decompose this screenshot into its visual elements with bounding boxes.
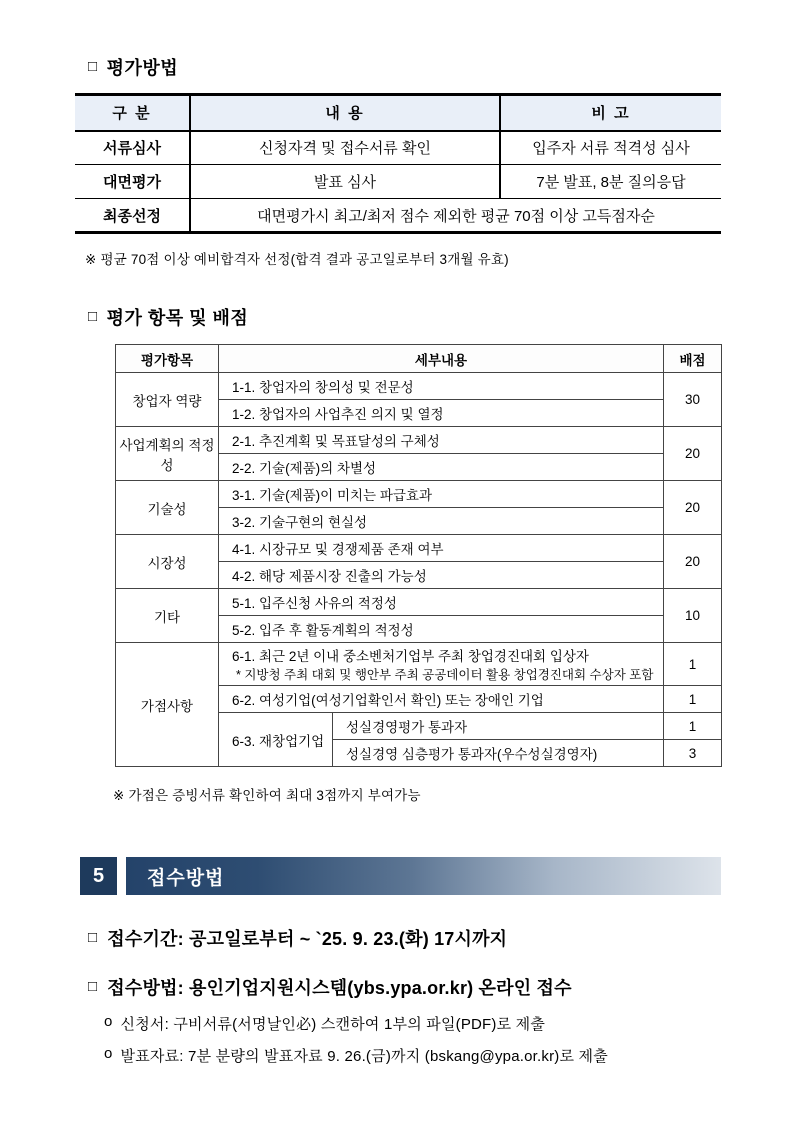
bonus-line-2: * 지방청 주최 대회 및 행안부 주최 공공데이터 활용 창업경진대회 수상자 포함 bbox=[236, 668, 654, 682]
presentation-material-line bbox=[104, 1045, 793, 1066]
section-heading-eval-method bbox=[88, 0, 793, 80]
circle-bullet-icon: o bbox=[104, 1013, 113, 1030]
header-cell-score: 배점 bbox=[664, 345, 722, 373]
category-cell: 기술성 bbox=[116, 481, 219, 535]
table-row bbox=[116, 535, 722, 562]
table-row bbox=[75, 199, 721, 233]
score-cell: 20 bbox=[664, 481, 722, 535]
merged-content-cell: 대면평가시 최고/최저 점수 제외한 평균 70점 이상 고득점자순 bbox=[190, 199, 721, 233]
reception-method-line bbox=[88, 974, 793, 1000]
category-cell: 서류심사 bbox=[75, 131, 190, 165]
score-cell: 1 bbox=[664, 713, 722, 740]
note-cell: 7분 발표, 8분 질의응답 bbox=[500, 165, 721, 199]
category-cell: 가점사항 bbox=[116, 643, 219, 767]
table-row bbox=[75, 131, 721, 165]
table-row bbox=[116, 589, 722, 616]
score-cell: 1 bbox=[664, 686, 722, 713]
header-cell-content: 내 용 bbox=[190, 95, 500, 131]
content-cell: 신청자격 및 접수서류 확인 bbox=[190, 131, 500, 165]
reception-period-text: 접수기간: 공고일로부터 ~ `25. 9. 23.(화) 17시까지 bbox=[107, 929, 508, 949]
detail-cell: 성실경영 심층평가 통과자(우수성실경영자) bbox=[333, 740, 664, 767]
category-cell: 최종선정 bbox=[75, 199, 190, 233]
category-cell: 사업계획의 적정성 bbox=[116, 427, 219, 481]
score-cell: 30 bbox=[664, 373, 722, 427]
score-cell: 3 bbox=[664, 740, 722, 767]
bonus-line-1: 6-1. 최근 2년 이내 중소벤처기업부 주최 창업경진대회 입상자 bbox=[232, 649, 589, 664]
content-cell: 발표 심사 bbox=[190, 165, 500, 199]
eval-method-footnote: ※ 평균 70점 이상 예비합격자 선정(합격 결과 공고일로부터 3개월 유효) bbox=[85, 252, 509, 267]
table-row bbox=[116, 643, 722, 686]
score-cell: 20 bbox=[664, 427, 722, 481]
detail-cell: 4-2. 해당 제품시장 진출의 가능성 bbox=[219, 562, 664, 589]
presentation-material-text: 발표자료: 7분 분량의 발표자료 9. 26.(금)까지 (bskang@ypa.or.kr)로 제출 bbox=[120, 1048, 608, 1065]
detail-cell: 4-1. 시장규모 및 경쟁제품 존재 여부 bbox=[219, 535, 664, 562]
section-banner-title: 접수방법 bbox=[126, 857, 721, 895]
square-bullet-icon: □ bbox=[88, 977, 98, 995]
section-title: 평가 항목 및 배점 bbox=[106, 308, 249, 328]
application-form-text: 신청서: 구비서류(서명날인必) 스캔하여 1부의 파일(PDF)로 제출 bbox=[120, 1016, 546, 1033]
detail-cell: 5-1. 입주신청 사유의 적정성 bbox=[219, 589, 664, 616]
detail-cell: 2-1. 추진계획 및 목표달성의 구체성 bbox=[219, 427, 664, 454]
banner-gap bbox=[117, 857, 126, 895]
square-bullet-icon: □ bbox=[88, 57, 98, 75]
category-cell: 대면평가 bbox=[75, 165, 190, 199]
table-row bbox=[116, 373, 722, 400]
score-cell: 1 bbox=[664, 643, 722, 686]
eval-method-table bbox=[75, 93, 721, 234]
header-cell-detail: 세부내용 bbox=[219, 345, 664, 373]
section-title: 평가방법 bbox=[106, 58, 179, 78]
detail-cell: 2-2. 기술(제품)의 차별성 bbox=[219, 454, 664, 481]
detail-cell: 성실경영평가 통과자 bbox=[333, 713, 664, 740]
criteria-footnote: ※ 가점은 증빙서류 확인하여 최대 3점까지 부여가능 bbox=[113, 788, 421, 803]
circle-bullet-icon: o bbox=[104, 1045, 113, 1062]
reception-period-line bbox=[88, 925, 793, 951]
score-cell: 10 bbox=[664, 589, 722, 643]
score-cell: 20 bbox=[664, 535, 722, 589]
table-row bbox=[116, 481, 722, 508]
application-form-line bbox=[104, 1013, 793, 1034]
section5-banner bbox=[80, 857, 721, 895]
header-cell-note: 비 고 bbox=[500, 95, 721, 131]
detail-cell: 1-2. 창업자의 사업추진 의지 및 열정 bbox=[219, 400, 664, 427]
header-cell-item: 평가항목 bbox=[116, 345, 219, 373]
table-row bbox=[116, 427, 722, 454]
table-header-row bbox=[116, 345, 722, 373]
category-cell: 시장성 bbox=[116, 535, 219, 589]
detail-cell: 5-2. 입주 후 활동계획의 적정성 bbox=[219, 616, 664, 643]
square-bullet-icon: □ bbox=[88, 307, 98, 325]
table-header-row bbox=[75, 95, 721, 131]
section-number-badge: 5 bbox=[80, 857, 117, 895]
note-cell: 입주자 서류 적격성 심사 bbox=[500, 131, 721, 165]
detail-cell: 3-1. 기술(제품)이 미치는 파급효과 bbox=[219, 481, 664, 508]
table-row bbox=[75, 165, 721, 199]
criteria-table bbox=[115, 344, 722, 767]
square-bullet-icon: □ bbox=[88, 928, 98, 946]
detail-cell: 6-2. 여성기업(여성기업확인서 확인) 또는 장애인 기업 bbox=[219, 686, 664, 713]
detail-cell: 1-1. 창업자의 창의성 및 전문성 bbox=[219, 373, 664, 400]
category-cell: 기타 bbox=[116, 589, 219, 643]
header-cell-category: 구 분 bbox=[75, 95, 190, 131]
bonus-sub-label-cell: 6-3. 재창업기업 bbox=[219, 713, 333, 767]
detail-cell: 3-2. 기술구현의 현실성 bbox=[219, 508, 664, 535]
detail-cell-bonus1 bbox=[219, 643, 664, 686]
category-cell: 창업자 역량 bbox=[116, 373, 219, 427]
section-heading-criteria bbox=[88, 304, 793, 330]
reception-method-text: 접수방법: 용인기업지원시스템(ybs.ypa.or.kr) 온라인 접수 bbox=[107, 978, 572, 998]
